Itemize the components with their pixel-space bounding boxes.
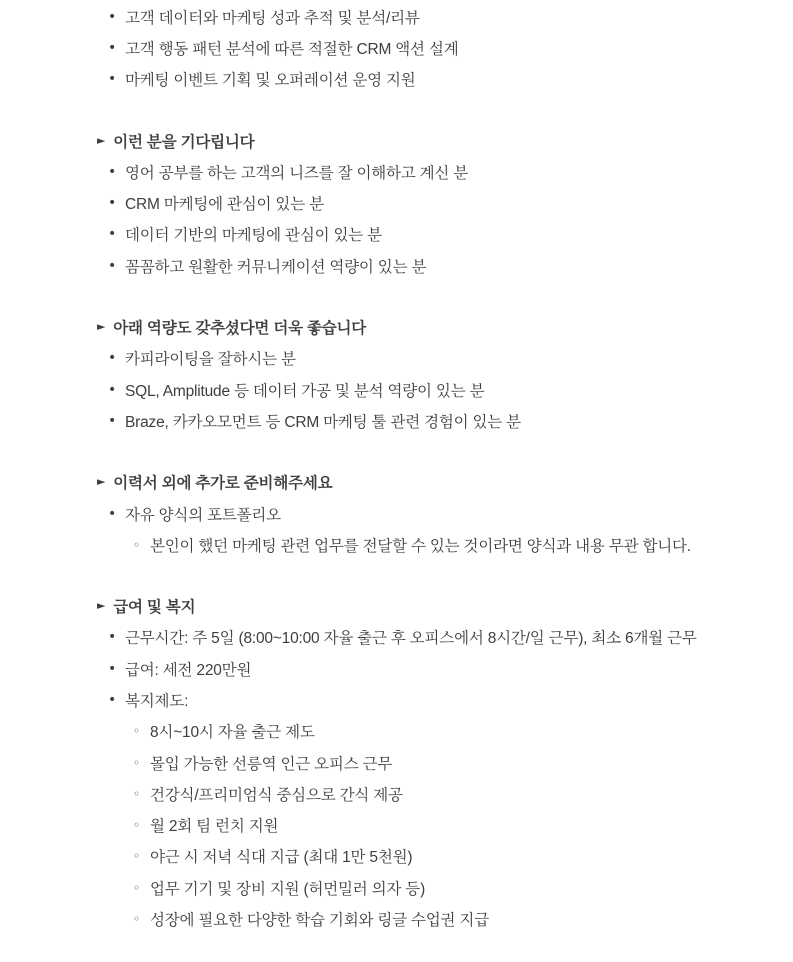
section-heading: [97, 590, 773, 621]
section-heading: [97, 125, 773, 156]
bullet-dot-icon: •: [108, 691, 117, 708]
list-item-text: 복지제도:: [125, 692, 189, 710]
list-item-text: 월 2회 팀 런치 지원: [150, 818, 279, 836]
bullet-list-item: [108, 622, 773, 653]
bullet-dot-icon: •: [108, 350, 117, 367]
bullet-list-item: [108, 684, 773, 715]
bullet-dot-icon: •: [108, 505, 117, 522]
list-item-text: 카피라이팅을 잘하시는 분: [125, 351, 296, 369]
list-item-text: 급여: 세전 220만원: [125, 661, 252, 679]
list-item-text: Braze, 카카오모먼트 등 CRM 마케팅 툴 관련 경험이 있는 분: [125, 413, 521, 431]
bullet-list-item: [133, 747, 773, 778]
bullet-list-item: [108, 1, 773, 32]
bullet-circle-icon: ◦: [133, 537, 140, 552]
list-item-text: CRM 마케팅에 관심이 있는 분: [125, 196, 324, 214]
bullet-dot-icon: •: [108, 381, 117, 398]
bullet-list-item: [133, 778, 773, 809]
section: [97, 590, 773, 934]
bullet-circle-icon: ◦: [133, 849, 140, 864]
section-heading-label: 급여 및 복지: [113, 599, 196, 617]
list-item-text: 자유 양식의 포트폴리오: [125, 506, 281, 524]
list-item-text: 마케팅 이벤트 기획 및 오퍼레이션 운영 지원: [125, 72, 416, 90]
bullet-circle-icon: ◦: [133, 724, 140, 739]
list-item-text: 근무시간: 주 5일 (8:00~10:00 자율 출근 후 오피스에서 8시간/일 근무), 최소 6개월 근무: [125, 630, 697, 648]
list-item-text: 본인이 했던 마케팅 관련 업무를 전달할 수 있는 것이라면 양식과 내용 무관 합니다.: [150, 537, 691, 555]
bullet-dot-icon: •: [108, 8, 117, 25]
section: [97, 1, 773, 95]
bullet-list-item: [108, 187, 773, 218]
section-heading-label: 아래 역량도 갖추셨다면 더욱 좋습니다: [113, 320, 367, 338]
bullet-dot-icon: •: [108, 257, 117, 274]
list-item-text: 몰입 가능한 선릉역 인근 오피스 근무: [150, 755, 393, 773]
bullet-list-item: [108, 343, 773, 374]
list-item-text: 고객 데이터와 마케팅 성과 추적 및 분석/리뷰: [125, 9, 420, 27]
bullet-circle-icon: ◦: [133, 880, 140, 895]
list-item-text: 꼼꼼하고 원활한 커뮤니케이션 역량이 있는 분: [125, 258, 427, 276]
list-item-text: SQL, Amplitude 등 데이터 가공 및 분석 역량이 있는 분: [125, 382, 485, 400]
bullet-list-item: [133, 841, 773, 872]
bullet-dot-icon: •: [108, 195, 117, 212]
bullet-dot-icon: •: [108, 629, 117, 646]
section: [97, 467, 773, 561]
list-item-text: 데이터 기반의 마케팅에 관심이 있는 분: [125, 227, 382, 245]
bullet-dot-icon: •: [108, 163, 117, 180]
list-item-text: 영어 공부를 하는 고객의 니즈를 잘 이해하고 계신 분: [125, 164, 469, 182]
list-item-text: 업무 기기 및 장비 지원 (허먼밀러 의자 등): [150, 880, 426, 898]
bullet-list-item: [108, 156, 773, 187]
list-item-text: 고객 행동 패턴 분석에 따른 적절한 CRM 액션 설계: [125, 40, 459, 58]
bullet-circle-icon: ◦: [133, 755, 140, 770]
list-item-text: 야근 시 저녁 식대 지급 (최대 1만 5천원): [150, 849, 413, 867]
triangle-marker-icon: ►: [97, 475, 106, 489]
list-item-text: 건강식/프리미엄식 중심으로 간식 제공: [150, 786, 403, 804]
section-heading-label: 이런 분을 기다립니다: [113, 133, 255, 151]
bullet-list-item: [108, 64, 773, 95]
bullet-list-item: [108, 219, 773, 250]
bullet-list-item: [108, 32, 773, 63]
section-heading-label: 이력서 외에 추가로 준비해주세요: [113, 475, 333, 493]
bullet-dot-icon: •: [108, 660, 117, 677]
bullet-dot-icon: •: [108, 71, 117, 88]
bullet-list-item: [108, 405, 773, 436]
triangle-marker-icon: ►: [97, 133, 106, 147]
bullet-list-item: [133, 810, 773, 841]
bullet-list-item: [108, 374, 773, 405]
section: [97, 311, 773, 436]
section: [97, 125, 773, 281]
bullet-dot-icon: •: [108, 412, 117, 429]
bullet-list-item: [133, 903, 773, 934]
bullet-circle-icon: ◦: [133, 786, 140, 801]
bullet-list-item: [133, 872, 773, 903]
bullet-list-item: [133, 529, 773, 560]
list-item-text: 성장에 필요한 다양한 학습 기회와 링글 수업권 지급: [150, 912, 489, 930]
triangle-marker-icon: ►: [97, 320, 106, 334]
section-heading: [97, 467, 773, 498]
bullet-circle-icon: ◦: [133, 818, 140, 833]
triangle-marker-icon: ►: [97, 599, 106, 613]
bullet-circle-icon: ◦: [133, 912, 140, 927]
section-heading: [97, 311, 773, 342]
bullet-dot-icon: •: [108, 226, 117, 243]
bullet-list-item: [108, 653, 773, 684]
list-item-text: 8시~10시 자율 출근 제도: [150, 724, 315, 742]
bullet-list-item: [108, 250, 773, 281]
bullet-list-item: [108, 498, 773, 529]
bullet-list-item: [133, 716, 773, 747]
bullet-dot-icon: •: [108, 39, 117, 56]
